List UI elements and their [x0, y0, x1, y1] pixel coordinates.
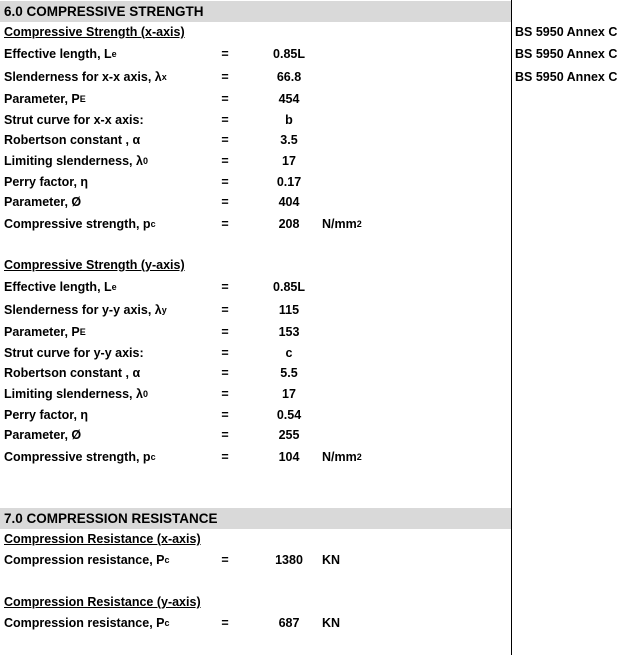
section-6-heading: 6.0 COMPRESSIVE STRENGTH — [4, 4, 204, 19]
calc-row — [0, 67, 511, 87]
calc-value: 17 — [282, 387, 296, 401]
calc-value: c — [285, 346, 293, 360]
calc-label: Strut curve for x-x axis: — [4, 113, 144, 127]
calc-label: Limiting slenderness, λ 0 — [4, 387, 148, 401]
calc-row — [0, 151, 511, 171]
calc-label: Slenderness for y-y axis, λ y — [4, 303, 167, 317]
calc-value: 115 — [278, 303, 300, 317]
equals-sign: = — [221, 408, 229, 422]
calc-value: b — [285, 113, 293, 127]
compressive-strength-x-title: Compressive Strength (x-axis) — [4, 25, 185, 39]
equals-sign: = — [221, 47, 229, 61]
equals-sign: = — [221, 346, 229, 360]
calc-row — [0, 130, 511, 150]
equals-sign: = — [221, 154, 229, 168]
equals-sign: = — [221, 195, 229, 209]
calc-label: Limiting slenderness, λ 0 — [4, 154, 148, 168]
compressive-strength-y-title-row — [0, 255, 511, 275]
calc-row — [0, 192, 511, 212]
calc-unit: KN — [322, 553, 341, 567]
equals-sign: = — [221, 366, 229, 380]
calc-label: Compressive strength, p c — [4, 217, 156, 231]
calc-label: Slenderness for x-x axis, λ x — [4, 70, 167, 84]
calc-row — [0, 214, 511, 234]
calc-value: 687 — [278, 616, 300, 630]
calc-value: 5.5 — [280, 366, 298, 380]
calc-value: 0.85L — [273, 280, 305, 294]
calc-value: 454 — [278, 92, 300, 106]
calc-row — [0, 277, 511, 297]
equals-sign: = — [221, 113, 229, 127]
equals-sign: = — [221, 175, 229, 189]
section-7-heading: 7.0 COMPRESSION RESISTANCE — [4, 511, 218, 526]
calc-label: Compression resistance, P c — [4, 553, 170, 567]
equals-sign: = — [221, 133, 229, 147]
calc-value: 404 — [278, 195, 300, 209]
calc-row — [0, 384, 511, 404]
calc-row — [0, 172, 511, 192]
calc-row — [0, 44, 511, 64]
equals-sign: = — [221, 280, 229, 294]
calc-unit: N/mm 2 — [322, 450, 362, 464]
calc-row — [0, 363, 511, 383]
calc-value: 153 — [278, 325, 300, 339]
calc-label: Robertson constant , α — [4, 133, 141, 147]
calc-value: 3.5 — [280, 133, 298, 147]
equals-sign: = — [221, 450, 229, 464]
calc-row — [0, 322, 511, 342]
calc-value: 17 — [282, 154, 296, 168]
calc-label: Perry factor, η — [4, 175, 89, 189]
calc-row — [0, 447, 511, 467]
equals-sign: = — [221, 70, 229, 84]
calc-row — [0, 613, 511, 633]
column-divider — [511, 0, 512, 655]
equals-sign: = — [221, 217, 229, 231]
equals-sign: = — [221, 387, 229, 401]
equals-sign: = — [221, 92, 229, 106]
calc-value: 208 — [278, 217, 300, 231]
compressive-strength-y-title: Compressive Strength (y-axis) — [4, 258, 185, 272]
calc-row — [0, 550, 511, 570]
calc-row — [0, 425, 511, 445]
equals-sign: = — [221, 303, 229, 317]
calc-unit: KN — [322, 616, 341, 630]
section-6-heading-row — [0, 1, 511, 22]
calc-label: Compression resistance, P c — [4, 616, 170, 630]
compression-resistance-x-title-row — [0, 529, 511, 549]
compression-resistance-y-title-row — [0, 592, 511, 612]
section-7-heading-row — [0, 508, 511, 529]
calc-label: Effective length, L e — [4, 280, 117, 294]
calc-value: 0.54 — [276, 408, 302, 422]
compression-resistance-x-title: Compression Resistance (x-axis) — [4, 532, 201, 546]
calc-row — [0, 110, 511, 130]
calc-unit: N/mm 2 — [322, 217, 362, 231]
calc-label: Parameter, P E — [4, 92, 86, 106]
calc-value: 0.17 — [276, 175, 302, 189]
reference-note: BS 5950 Annex C — [515, 47, 618, 61]
calc-label: Effective length, L e — [4, 47, 117, 61]
equals-sign: = — [221, 428, 229, 442]
calc-row — [0, 89, 511, 109]
reference-note: BS 5950 Annex C — [515, 25, 618, 39]
calc-label: Parameter, Ø — [4, 195, 82, 209]
calc-value: 104 — [278, 450, 300, 464]
calc-label: Parameter, P E — [4, 325, 86, 339]
compressive-strength-x-title-row — [0, 22, 511, 42]
calc-value: 0.85L — [273, 47, 305, 61]
calc-row — [0, 300, 511, 320]
calc-row — [0, 343, 511, 363]
calc-value: 255 — [278, 428, 300, 442]
calc-row — [0, 405, 511, 425]
reference-note: BS 5950 Annex C — [515, 70, 618, 84]
calc-label: Robertson constant , α — [4, 366, 141, 380]
equals-sign: = — [221, 553, 229, 567]
equals-sign: = — [221, 325, 229, 339]
calc-label: Strut curve for y-y axis: — [4, 346, 144, 360]
calc-value: 66.8 — [276, 70, 302, 84]
compression-resistance-y-title: Compression Resistance (y-axis) — [4, 595, 201, 609]
calc-value: 1380 — [275, 553, 303, 567]
calc-label: Compressive strength, p c — [4, 450, 156, 464]
calc-label: Parameter, Ø — [4, 428, 82, 442]
equals-sign: = — [221, 616, 229, 630]
calc-label: Perry factor, η — [4, 408, 89, 422]
